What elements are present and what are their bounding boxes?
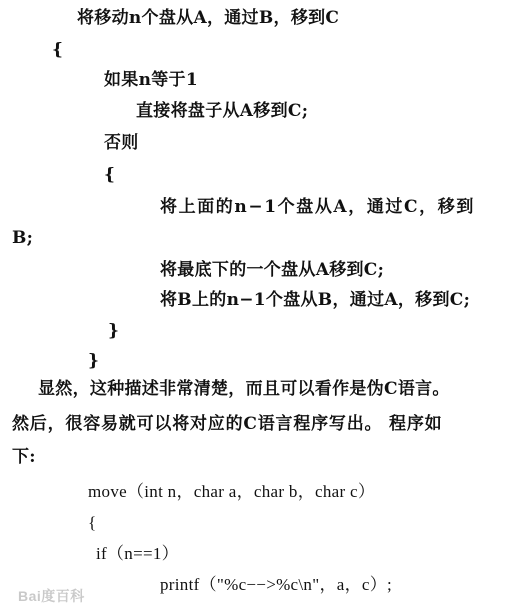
code-line-1: move（int n，char a，char b，char c） bbox=[88, 482, 376, 501]
baike-watermark bbox=[18, 586, 85, 606]
pseudo-line-12: } bbox=[88, 351, 100, 371]
code-line-4: printf（"%c−−>%c\n"，a，c）; bbox=[160, 575, 393, 594]
pseudo-line-6: { bbox=[104, 165, 116, 185]
pseudo-line-2: { bbox=[52, 40, 64, 60]
pseudo-line-4: 直接将盘子从A移到C; bbox=[136, 101, 309, 121]
paragraph-line-3: 下: bbox=[12, 447, 36, 467]
pseudo-line-5: 否则 bbox=[104, 133, 139, 153]
watermark-text: Bai度百科 bbox=[18, 588, 85, 604]
pseudo-line-8: B; bbox=[12, 228, 34, 248]
pseudo-line-9: 将最底下的一个盘从A移到C; bbox=[160, 260, 385, 280]
paragraph-line-2: 然后，很容易就可以将对应的C语言程序写出。 程序如 bbox=[12, 414, 443, 434]
code-line-2: { bbox=[88, 513, 97, 532]
pseudo-line-7: 将上面的n−1个盘从A，通过C，移到 bbox=[160, 197, 475, 217]
pseudo-line-11: } bbox=[108, 321, 120, 341]
code-line-3: if（n==1） bbox=[96, 544, 179, 563]
pseudo-line-1: 将移动n个盘从A，通过B，移到C bbox=[77, 8, 340, 28]
pseudo-line-3: 如果n等于1 bbox=[104, 70, 198, 90]
pseudo-line-10: 将B上的n−1个盘从B，通过A，移到C; bbox=[160, 290, 471, 310]
paragraph-line-1: 显然，这种描述非常清楚，而且可以看作是伪C语言。 bbox=[38, 379, 450, 399]
